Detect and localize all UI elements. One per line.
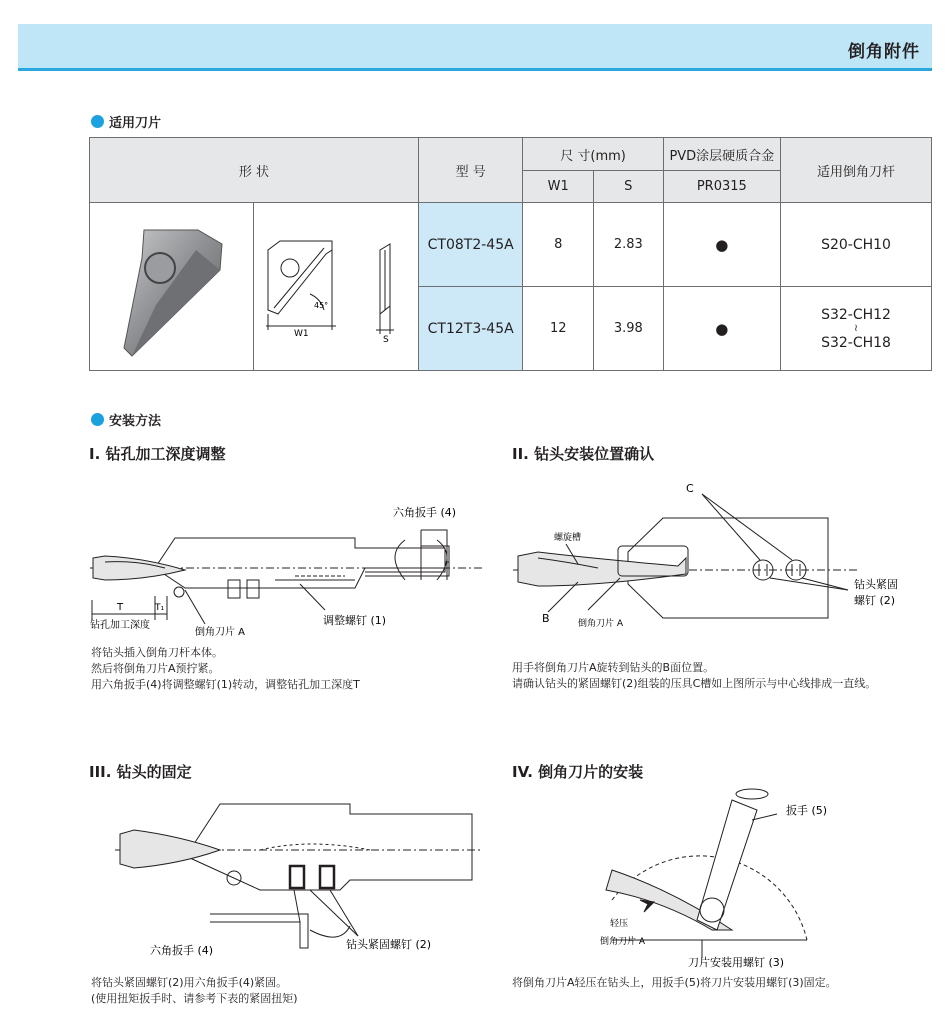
step4-diagram [592,780,832,970]
section-install-heading [91,410,161,429]
grade-mark-cell: ● [663,287,780,371]
model-cell: CT12T3-45A [418,287,523,371]
header-size: 尺 寸(mm) [523,138,663,171]
header-banner [18,24,932,71]
step4-screw-label: 刀片安装用螺钉 (3) [688,956,785,969]
step2-title: II. 钻头安装位置确认 [512,445,655,463]
insert-drawing-cell [253,203,418,371]
step3-title: III. 钻头的固定 [89,763,192,781]
page-title: 倒角附件 [848,42,920,62]
grade-mark-cell: ● [663,203,780,287]
step2-insert-label: 倒角刀片 A [578,619,624,629]
table-row [90,203,932,287]
step4-caption [512,975,837,991]
header-holder: 适用倒角刀杆 [781,138,932,203]
step4-title: IV. 倒角刀片的安装 [512,763,644,781]
header-w1: W1 [523,171,594,203]
drawing-s-label: S [382,334,389,345]
holder-name: S20-CH10 [821,236,891,253]
s-cell: 3.98 [594,287,664,371]
step1-diagram [85,500,485,640]
step2-line: 请确认钻头的紧固螺钉(2)组装的压具C槽如上图所示与中心线排成一直线。 [512,677,877,690]
step1-title: I. 钻孔加工深度调整 [89,445,226,463]
holder-cell [781,287,932,371]
step1-caption [91,645,360,693]
bullet-icon [91,413,104,426]
insert-photo-cell [90,203,254,371]
step1-t-label: T [117,602,124,613]
step3-caption [91,975,298,1007]
holder-cell [781,203,932,287]
header-grade: PVD涂层硬质合金 [663,138,780,171]
holder-name: S32-CH12 [821,306,891,323]
step3-line: (使用扭矩扳手时、请参考下表的紧固扭矩) [91,992,298,1005]
step1-insert-label: 倒角刀片 A [195,627,246,638]
step1-line: 用六角扳手(4)将调整螺钉(1)转动，调整钻孔加工深度T [91,678,360,691]
w1-cell: 12 [523,287,594,371]
drawing-angle-label: 45° [313,300,329,310]
step1-line: 然后将倒角刀片A预拧紧。 [91,662,220,675]
insert-drawing [254,210,418,360]
step1-wrench-label: 六角扳手 (4) [393,506,457,519]
step4-wrench-label: 扳手 (5) [786,804,828,817]
step2-screw-label-1: 钻头紧固 [854,578,898,591]
header-grade-code: PR0315 [663,171,780,203]
insert-photo [96,210,246,360]
step2-screw-label-2: 螺钉 (2) [854,594,896,607]
step2-line: 用手将倒角刀片A旋转到钻头的B面位置。 [512,661,715,674]
header-model: 型 号 [418,138,523,203]
step1-t1-label: T₁ [155,603,165,613]
step2-b-label: B [542,612,550,625]
step1-depth-label: 钻孔加工深度 [90,620,150,631]
step3-screw-label: 钻头紧固螺钉 (2) [346,938,432,951]
section-inserts-heading [91,112,161,131]
section-install-title: 安装方法 [109,414,162,429]
insert-spec-table [89,137,932,371]
step4-line: 将倒角刀片A轻压在钻头上，用扳手(5)将刀片安装用螺钉(3)固定。 [512,976,837,989]
header-s: S [594,171,664,203]
step2-diagram [508,478,938,638]
step3-line: 将钻头紧固螺钉(2)用六角扳手(4)紧固。 [91,976,288,989]
step2-c-label: C [686,482,694,495]
w1-cell: 8 [523,203,594,287]
step4-press-label: 轻压 [610,919,629,929]
s-cell: 2.83 [594,203,664,287]
model-cell: CT08T2-45A [418,203,523,287]
step4-insert-label: 倒角刀片 A [600,937,646,947]
step1-line: 将钻头插入倒角刀杆本体。 [91,646,223,659]
holder-name-end: S32-CH18 [821,334,891,351]
step2-caption [512,660,876,692]
step1-screw-label: 调整螺钉 (1) [323,614,387,627]
drawing-w1-label: W1 [293,328,309,339]
bullet-icon [91,115,104,128]
section-inserts-title: 适用刀片 [109,116,162,131]
holder-range-tilde: ≀ [854,322,858,334]
header-shape: 形 状 [90,138,419,203]
step3-diagram [110,798,490,958]
step3-wrench-label: 六角扳手 (4) [150,944,214,957]
step2-flute-label: 螺旋槽 [554,533,582,543]
